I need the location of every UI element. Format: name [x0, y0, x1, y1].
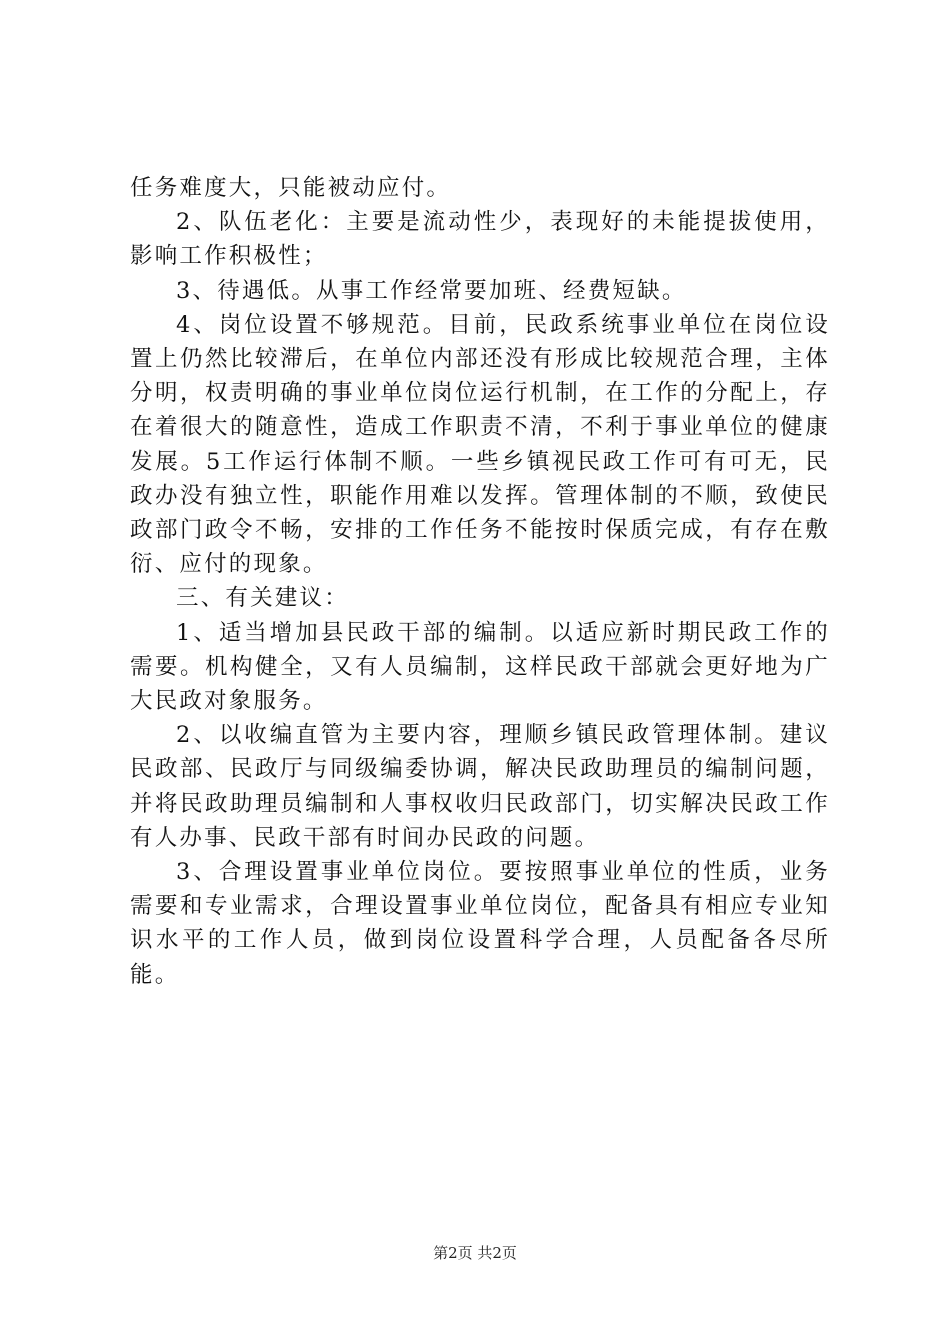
- paragraph-low-pay: 3、待遇低。从事工作经常要加班、经费短缺。: [176, 277, 687, 304]
- paragraph-continuation: 任务难度大，只能被动应付。: [130, 175, 452, 201]
- paragraph-team-aging: 2、队伍老化：主要是流动性少，表现好的未能提拔使用，影响工作积极性；: [130, 209, 830, 270]
- paragraph-suggestion-3: 3、合理设置事业单位岗位。要按照事业单位的性质，业务需要和专业需求，合理设置事业单位岗位，配备具有相应专业知识水平的工作人员，做到岗位设置科学合理，人员配备各尽所能。: [130, 859, 830, 988]
- paragraph-suggestion-2: 2、以收编直管为主要内容，理顺乡镇民政管理体制。建议民政部、民政厅与同级编委协调，解决民政助理员的编制问题，并将民政助理员编制和人事权收归民政部门，切实解决民政工作有人办事、民政干部有时间办民政的问题。: [130, 722, 830, 851]
- page-number-label: 第2页 共2页: [433, 1244, 517, 1262]
- paragraph-post-setup: 4、岗位设置不够规范。目前，民政系统事业单位在岗位设置上仍然比较滞后，在单位内部还没有形成比较规范合理，主体分明，权责明确的事业单位岗位运行机制，在工作的分配上，存在着很大的随意性，造成工作职责不清，不利于事业单位的健康发展。5工作运行体制不顺。一些乡镇视民政工作可有可无，民政办没有独立性，职能作用难以发挥。管理体制的不顺，致使民政部门政令不畅，安排的工作任务不能按时保质完成，有存在敷衍、应付的现象。: [130, 311, 830, 578]
- section-heading-suggestions: 三、有关建议：: [176, 585, 349, 612]
- paragraph-suggestion-1: 1、适当增加县民政干部的编制。以适应新时期民政工作的需要。机构健全，又有人员编制，这样民政干部就会更好地为广大民政对象服务。: [130, 619, 830, 715]
- document-body: [130, 171, 830, 992]
- page-footer: [0, 1243, 950, 1263]
